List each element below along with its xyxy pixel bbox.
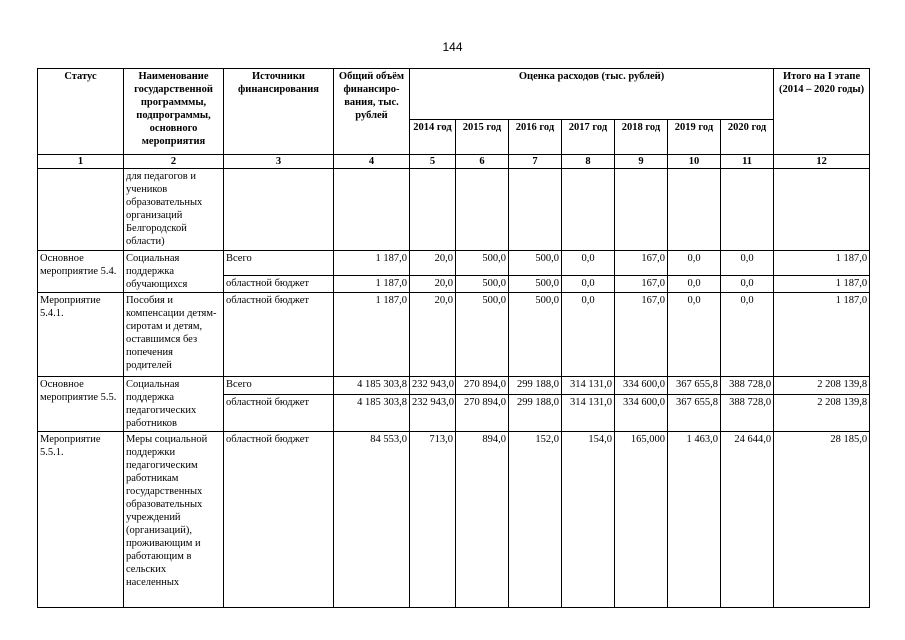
header-name: Наименование государственной программмы, подпрограммы, основного мероприятия: [124, 69, 224, 155]
row-year-value: 334 600,0: [615, 395, 668, 432]
row-total: 4 185 303,8: [334, 377, 410, 395]
row-year-value: 24 644,0: [721, 432, 774, 608]
row-total: 1 187,0: [334, 275, 410, 292]
row-source: областной бюджет: [224, 293, 334, 377]
header-sources: Источники финансирования: [224, 69, 334, 155]
row-year-value: 367 655,8: [668, 377, 721, 395]
row-status: Основное мероприятие 5.4.: [38, 251, 124, 293]
header-total: Общий объём финансиро-вания, тыс. рублей: [334, 69, 410, 155]
row-year-value: 0,0: [668, 251, 721, 276]
header-stage-total: Итого на I этапе (2014 – 2020 годы): [774, 69, 870, 155]
row-year-value: 314 131,0: [562, 377, 615, 395]
row-year-value: 0,0: [721, 275, 774, 292]
row-year-value: 388 728,0: [721, 395, 774, 432]
row-year-value: 165,000: [615, 432, 668, 608]
row-year-value: 314 131,0: [562, 395, 615, 432]
table-row: [38, 377, 870, 395]
row-year-value: 894,0: [456, 432, 509, 608]
expenses-table: [37, 68, 870, 608]
row-year-value: 713,0: [410, 432, 456, 608]
column-number: 9: [615, 155, 668, 169]
column-number: 12: [774, 155, 870, 169]
row-source: Всего: [224, 251, 334, 276]
column-number: 7: [509, 155, 562, 169]
row-year-value: 299 188,0: [509, 377, 562, 395]
row-name: для педагогов и учеников образовательных организаций Белгородской области): [124, 169, 224, 251]
row-stage-total: 1 187,0: [774, 293, 870, 377]
table-row: [38, 293, 870, 377]
header-year: 2014 год: [410, 120, 456, 155]
row-year-value: 0,0: [562, 251, 615, 276]
row-name: Пособия и компенсации детям-сиротам и детям, оставшимся без попечения родителей: [124, 293, 224, 377]
row-year-value: 500,0: [456, 275, 509, 292]
row-year-value: 500,0: [509, 275, 562, 292]
row-stage-total: 1 187,0: [774, 251, 870, 276]
row-year-value: 299 188,0: [509, 395, 562, 432]
row-year-value: 154,0: [562, 432, 615, 608]
row-status: Мероприятие 5.4.1.: [38, 293, 124, 377]
row-year-value: 0,0: [721, 251, 774, 276]
table-row: [38, 169, 870, 251]
header-estimate: Оценка расходов (тыс. рублей): [410, 69, 774, 120]
row-name: Меры социальной поддержки педагогическим работникам государственных образовательных учреждений (организаций), проживающим и работающим в сельских населенных: [124, 432, 224, 608]
row-stage-total: 2 208 139,8: [774, 395, 870, 432]
row-year-value: 232 943,0: [410, 377, 456, 395]
row-year-value: 0,0: [562, 275, 615, 292]
table-row: [38, 432, 870, 608]
row-source: областной бюджет: [224, 432, 334, 608]
row-status: Мероприятие 5.5.1.: [38, 432, 124, 608]
column-number: 5: [410, 155, 456, 169]
row-year-value: 500,0: [509, 251, 562, 276]
row-stage-total: 2 208 139,8: [774, 377, 870, 395]
row-source: областной бюджет: [224, 395, 334, 432]
header-year: 2017 год: [562, 120, 615, 155]
column-number: 10: [668, 155, 721, 169]
page-number: 144: [442, 40, 463, 54]
row-name: Социальная поддержка обучающихся: [124, 251, 224, 293]
header-status: Статус: [38, 69, 124, 155]
header-year: 2015 год: [456, 120, 509, 155]
row-year-value: 388 728,0: [721, 377, 774, 395]
row-year-value: 167,0: [615, 251, 668, 276]
row-year-value: 20,0: [410, 251, 456, 276]
row-year-value: 500,0: [456, 251, 509, 276]
row-total: 1 187,0: [334, 251, 410, 276]
row-name: Социальная поддержка педагогических работников: [124, 377, 224, 432]
table-row: [38, 251, 870, 276]
row-year-value: 367 655,8: [668, 395, 721, 432]
row-year-value: 232 943,0: [410, 395, 456, 432]
row-year-value: 334 600,0: [615, 377, 668, 395]
column-number: 4: [334, 155, 410, 169]
header-year: 2020 год: [721, 120, 774, 155]
header-year: 2019 год: [668, 120, 721, 155]
row-year-value: 500,0: [456, 293, 509, 377]
column-number: 6: [456, 155, 509, 169]
row-year-value: 20,0: [410, 275, 456, 292]
header-year: 2018 год: [615, 120, 668, 155]
row-year-value: 0,0: [562, 293, 615, 377]
row-total: 4 185 303,8: [334, 395, 410, 432]
row-year-value: 0,0: [668, 293, 721, 377]
row-year-value: 270 894,0: [456, 377, 509, 395]
row-stage-total: 28 185,0: [774, 432, 870, 608]
row-year-value: 0,0: [721, 293, 774, 377]
column-number: 3: [224, 155, 334, 169]
column-number: 2: [124, 155, 224, 169]
row-year-value: 270 894,0: [456, 395, 509, 432]
column-number: 11: [721, 155, 774, 169]
row-year-value: 20,0: [410, 293, 456, 377]
column-number: 1: [38, 155, 124, 169]
row-source: областной бюджет: [224, 275, 334, 292]
header-year: 2016 год: [509, 120, 562, 155]
row-year-value: 167,0: [615, 293, 668, 377]
row-total: 84 553,0: [334, 432, 410, 608]
row-year-value: 1 463,0: [668, 432, 721, 608]
row-year-value: 500,0: [509, 293, 562, 377]
row-year-value: 0,0: [668, 275, 721, 292]
row-stage-total: 1 187,0: [774, 275, 870, 292]
row-year-value: 152,0: [509, 432, 562, 608]
row-year-value: 167,0: [615, 275, 668, 292]
row-total: 1 187,0: [334, 293, 410, 377]
row-source: Всего: [224, 377, 334, 395]
row-status: Основное мероприятие 5.5.: [38, 377, 124, 432]
column-number: 8: [562, 155, 615, 169]
